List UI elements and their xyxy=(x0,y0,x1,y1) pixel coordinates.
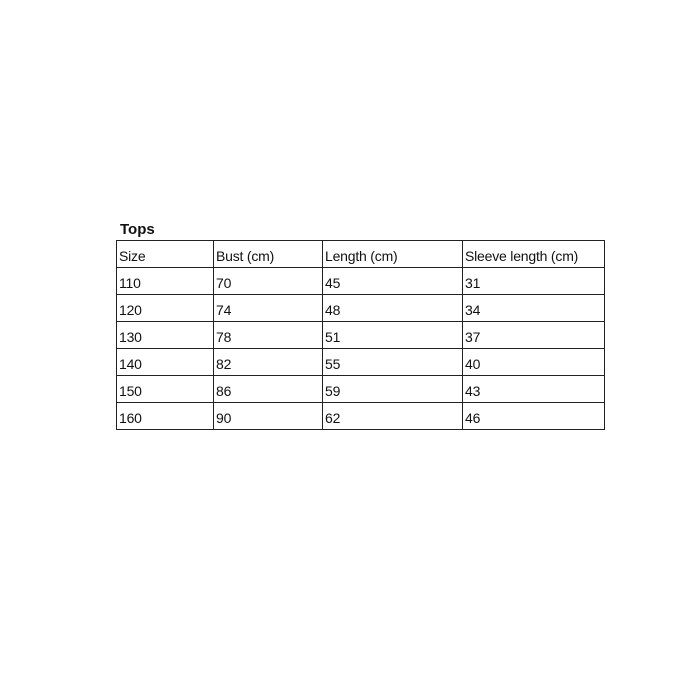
table-row xyxy=(117,376,605,403)
table-row xyxy=(117,403,605,430)
cell-length: 59 xyxy=(323,376,463,403)
cell-size: 140 xyxy=(117,349,214,376)
table-header xyxy=(117,241,605,268)
cell-size: 110 xyxy=(117,268,214,295)
table-row xyxy=(117,295,605,322)
header-length: Length (cm) xyxy=(323,241,463,268)
cell-size: 160 xyxy=(117,403,214,430)
cell-bust: 78 xyxy=(214,322,323,349)
cell-bust: 90 xyxy=(214,403,323,430)
cell-bust: 70 xyxy=(214,268,323,295)
header-sleeve-length: Sleeve length (cm) xyxy=(463,241,605,268)
cell-sleeve-length: 34 xyxy=(463,295,605,322)
cell-bust: 74 xyxy=(214,295,323,322)
size-table xyxy=(116,240,605,430)
header-size: Size xyxy=(117,241,214,268)
cell-length: 45 xyxy=(323,268,463,295)
cell-sleeve-length: 31 xyxy=(463,268,605,295)
cell-sleeve-length: 37 xyxy=(463,322,605,349)
header-bust: Bust (cm) xyxy=(214,241,323,268)
table-body xyxy=(117,268,605,430)
cell-size: 150 xyxy=(117,376,214,403)
cell-sleeve-length: 43 xyxy=(463,376,605,403)
table-title: Tops xyxy=(120,221,155,238)
cell-sleeve-length: 40 xyxy=(463,349,605,376)
cell-size: 120 xyxy=(117,295,214,322)
cell-length: 51 xyxy=(323,322,463,349)
cell-size: 130 xyxy=(117,322,214,349)
cell-length: 55 xyxy=(323,349,463,376)
header-row xyxy=(117,241,605,268)
cell-length: 48 xyxy=(323,295,463,322)
cell-bust: 82 xyxy=(214,349,323,376)
table-row xyxy=(117,349,605,376)
cell-length: 62 xyxy=(323,403,463,430)
cell-sleeve-length: 46 xyxy=(463,403,605,430)
table-row xyxy=(117,268,605,295)
table-row xyxy=(117,322,605,349)
cell-bust: 86 xyxy=(214,376,323,403)
